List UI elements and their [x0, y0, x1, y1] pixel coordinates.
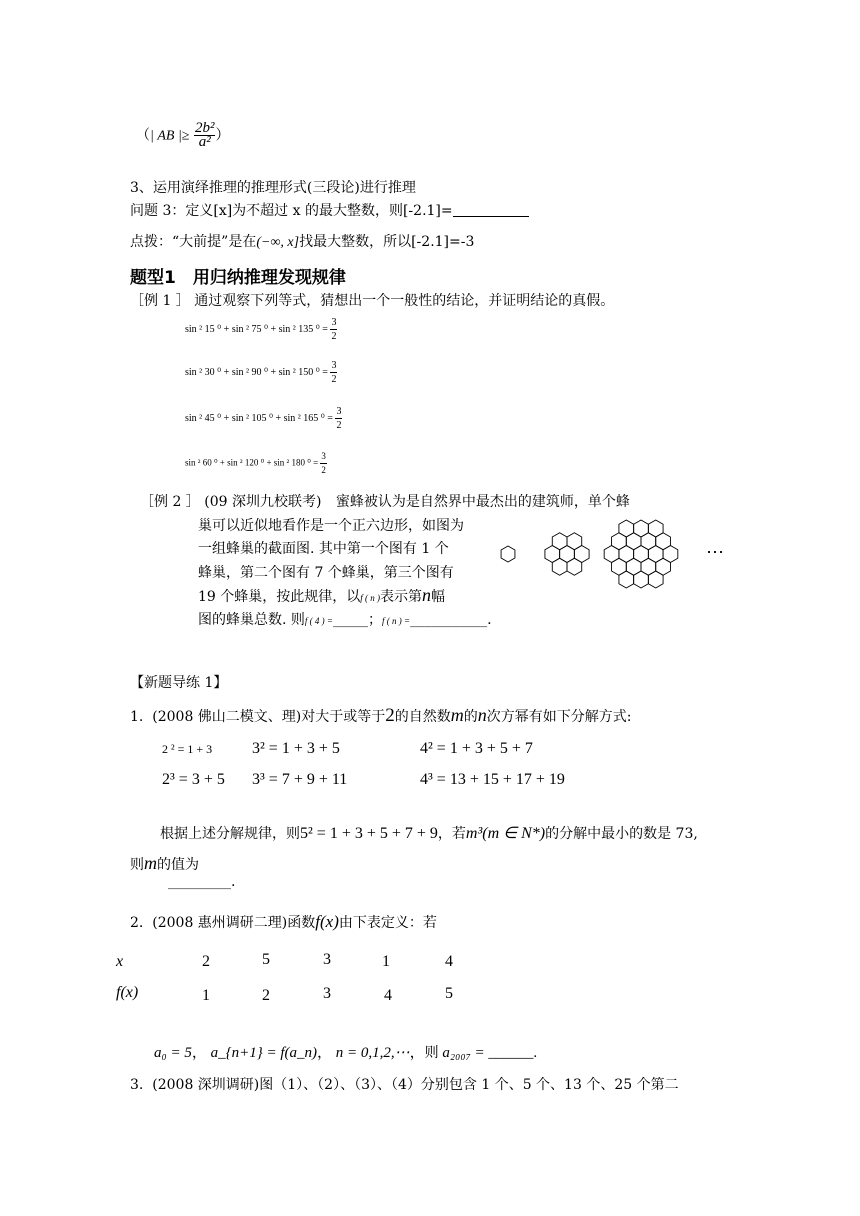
- example-2-line-3: 一组蜂巢的截面图. 其中第一个图有 1 个: [198, 541, 449, 557]
- ab-hint-denominator: a²: [198, 134, 211, 150]
- ab-hint-numerator: 2b²: [194, 120, 215, 136]
- table-x-label: x: [116, 953, 124, 970]
- equation-fraction: [335, 405, 342, 432]
- example-2-label: ［例 2 ］: [140, 494, 200, 510]
- decomp-2-2: 2 ² = 1 + 3: [162, 742, 213, 756]
- equation-lhs: sin ² 15 ⁰ + sin ² 75 ⁰ + sin ² 135 ⁰ =: [185, 323, 328, 335]
- fraction-numerator: 3: [336, 406, 342, 417]
- example-2-line-6-text: 图的蜂巢总数. 则: [198, 612, 305, 628]
- example-2-line-5-mid: 表示第: [380, 589, 423, 605]
- ab-hint-lhs: | AB |≥: [150, 128, 190, 144]
- item-3-deductive: 3、运用演绎推理的推理形式(三段论)进行推理: [130, 180, 416, 196]
- example-2-header: [140, 491, 630, 511]
- f4-blank: _____；: [332, 612, 382, 628]
- ask-b: 的值为: [157, 857, 199, 873]
- decomp-4-3: 4³ = 13 + 15 + 17 + 19: [420, 771, 565, 788]
- table-f-cell: 2: [262, 987, 270, 1004]
- problem-2-conditions: a₀ = 5， a_{n+1} = f(a_n)， n = 0,1,2,⋯，则 a₂₀₀₇ = ______.: [154, 1045, 538, 1061]
- m-cubed: m³(m ∈ N*): [465, 825, 546, 842]
- example-2-line-4: 蜂巢，第二个图有 7 个蜂巢，第三个图有: [198, 565, 454, 581]
- cond-blank: ______.: [488, 1045, 538, 1061]
- table-f-cell: 4: [384, 987, 392, 1004]
- hexagon-cell: [663, 546, 678, 563]
- eq-5-squared: 5² = 1 + 3 + 5 + 7 + 9: [300, 825, 438, 842]
- problem-3-text: (2008 深圳调研)图（1）、（2）、（3）、（4）分别包含 1 个、5 个、13 个、25 个第二: [152, 1077, 679, 1093]
- follow-c: 的分解中最小的数是 73,: [545, 826, 698, 842]
- hint-post: 找最大整数，所以[-2.1]=-3: [299, 234, 475, 250]
- problem-1-n: n: [477, 705, 487, 725]
- n-symbol: n: [422, 585, 432, 605]
- fraction-denominator: 2: [331, 331, 337, 342]
- example-2-line-1: 蜜蜂被认为是自然界中最杰出的建筑师，单个蜂: [335, 494, 630, 510]
- question-3-blank: [453, 202, 529, 217]
- hint-pre: 点拨：“大前提”是在: [130, 234, 257, 250]
- problem-2-number: 2.: [130, 915, 144, 931]
- cond-n-range: n = 0,1,2,⋯: [335, 1045, 410, 1061]
- table-f-cell: 1: [202, 987, 210, 1004]
- cond-a0: a₀ = 5: [154, 1045, 192, 1061]
- section-1-title: 题型1 用归纳推理发现规律: [130, 268, 346, 288]
- table-f-cell: 3: [323, 985, 331, 1002]
- example-2-line-2: 巢可以近似地看作是一个正六边形，如图为: [198, 518, 464, 534]
- fn-blank: ___________.: [410, 612, 492, 628]
- decomp-3-2: 3² = 1 + 3 + 5: [252, 740, 340, 757]
- problem-3-number: 3.: [130, 1077, 144, 1093]
- ab-hint: [136, 122, 229, 149]
- problem-1-stem: [130, 705, 632, 727]
- example-2-line-5-text: 19 个蜂巢，按此规律，以: [198, 589, 361, 605]
- decomp-2-3: 2³ = 3 + 5: [162, 771, 225, 788]
- example-2-source: (09 深圳九校联考): [204, 494, 322, 510]
- table-f-cell: 5: [445, 985, 453, 1002]
- hint-line: [130, 231, 474, 251]
- table-x-cell: 2: [202, 953, 210, 970]
- honeycomb-figures: [495, 514, 735, 594]
- f-of-n: f ( n ): [360, 593, 381, 603]
- problem-1-number: 1.: [130, 709, 144, 725]
- problem-1-text-a: (2008 佛山二模文、理)对大于或等于: [152, 709, 386, 725]
- f4-label: f ( 4 ) =: [304, 616, 333, 626]
- equation-1: [185, 316, 337, 343]
- example-1-text: 通过观察下列等式，猜想出一个一般性的结论，并证明结论的真假。: [194, 293, 615, 309]
- equation-lhs: sin ² 45 ⁰ + sin ² 105 ⁰ + sin ² 165 ⁰ =: [185, 412, 333, 424]
- cond-recurrence: a_{n+1} = f(a_n): [210, 1045, 318, 1061]
- example-2-line-5-end: 幅: [431, 589, 446, 605]
- equation-lhs: sin ² 60 ⁰ + sin ² 120 ⁰ + sin ² 180 ⁰ =: [185, 457, 319, 468]
- follow-b: ，若: [437, 826, 466, 842]
- problem-1-text-d: 次方幂有如下分解方式:: [486, 709, 632, 725]
- fraction-numerator: 3: [320, 450, 327, 464]
- problem-2-stem: [130, 912, 437, 932]
- table-x-cell: 5: [262, 951, 270, 968]
- problem-1-blank: _________.: [168, 874, 236, 890]
- table-x-cell: 4: [445, 953, 453, 970]
- fraction-numerator: 3: [331, 360, 337, 371]
- question-3: [130, 200, 529, 220]
- ab-hint-close: ）: [215, 127, 230, 144]
- cond-a2007: a₂₀₀₇ =: [442, 1045, 485, 1061]
- ask-a: 则: [130, 857, 144, 873]
- table-f-label: f(x): [116, 984, 139, 1001]
- problem-3-stem: [130, 1074, 679, 1094]
- cond-then: 则: [424, 1045, 439, 1061]
- example-2-line-6: [198, 609, 492, 629]
- problem-1-m: m: [450, 705, 464, 725]
- hexagon-cell: [574, 546, 589, 563]
- fraction-denominator: 2: [331, 374, 337, 385]
- problem-1-two: 2: [385, 705, 395, 726]
- decomp-4-2: 4² = 1 + 3 + 5 + 7: [420, 740, 533, 757]
- decomp-3-3: 3³ = 7 + 9 + 11: [252, 771, 348, 788]
- problem-2-fx: f(x): [315, 912, 339, 931]
- fn-label: f ( n ) =: [381, 616, 411, 626]
- problem-1-text-c: 的: [463, 709, 478, 725]
- ask-m: m: [144, 853, 157, 873]
- table-x-cell: 1: [382, 953, 390, 970]
- equation-fraction: [320, 450, 327, 477]
- hexagon-cell: [501, 546, 515, 562]
- table-x-cell: 3: [323, 951, 331, 968]
- problem-2-text-b: 由下表定义：若: [338, 915, 437, 931]
- fraction-denominator: 2: [336, 420, 342, 431]
- hint-interval: (−∞, x]: [256, 235, 300, 250]
- problem-1-text-b: 的自然数: [394, 709, 451, 725]
- practice-title: 【新题导练 1】: [130, 675, 228, 691]
- problem-1-follow: [160, 823, 698, 843]
- equation-fraction: [330, 316, 337, 343]
- example-2-line-5: [198, 585, 445, 606]
- ab-hint-fraction: [194, 122, 216, 149]
- equation-4: [185, 450, 327, 477]
- figures-ellipsis: ⋯: [706, 542, 724, 563]
- fraction-denominator: 2: [321, 465, 326, 475]
- honeycomb-figure-3: [604, 520, 678, 588]
- follow-a: 根据上述分解规律，则: [160, 826, 300, 842]
- honeycomb-figure-2: [545, 533, 589, 576]
- problem-1-ask: [130, 853, 199, 874]
- fraction-numerator: 3: [331, 317, 337, 328]
- example-1: [130, 290, 614, 310]
- problem-2-text-a: (2008 惠州调研二理)函数: [152, 915, 316, 931]
- example-1-label: ［例 1 ］: [130, 293, 190, 309]
- equation-fraction: [330, 359, 337, 386]
- equation-lhs: sin ² 30 ⁰ + sin ² 90 ⁰ + sin ² 150 ⁰ =: [185, 366, 328, 378]
- ab-hint-open: （: [136, 127, 150, 144]
- honeycomb-figure-1: [501, 546, 515, 562]
- equation-2: [185, 359, 337, 386]
- equation-3: [185, 405, 342, 432]
- question-3-text: 问题 3：定义[x]为不超过 x 的最大整数，则[-2.1]=: [130, 203, 453, 219]
